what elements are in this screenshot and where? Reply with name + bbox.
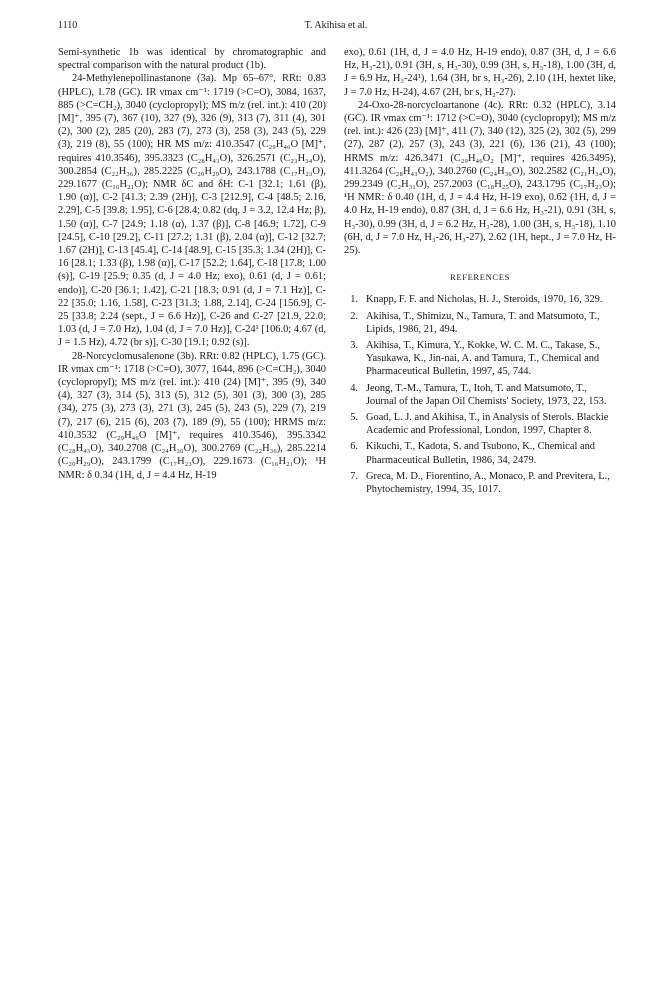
page-header (58, 20, 614, 34)
reference-item (344, 411, 616, 437)
reference-text: Knapp, F. F. and Nicholas, H. J., Steroids, 1970, 16, 329. (366, 294, 603, 306)
reference-text: Akihisa, T., Shimizu, N., Tamura, T. and Matsumoto, T., Lipids, 1986, 21, 494. (366, 310, 600, 335)
reference-text: Kikuchi, T., Kadota, S. and Tsubono, K., Chemical and Pharmaceutical Bulletin, 1986, 34, 2479. (366, 441, 595, 466)
reference-item (344, 382, 616, 408)
reference-text: Akihisa, T., Kimura, Y., Kokke, W. C. M. C., Takase, S., Yasukawa, K., Jin-nai, A. and Tamura, T., Chemical and Pharmaceutical Bulletin, 1997, 45, 744. (366, 340, 600, 378)
paragraph: 24-Methylenepollinastanone (3a). Mp 65–67°, RRt: 0.83 (HPLC), 1.78 (GC). IR νmax cm⁻¹: 1719 (>C=O), 3084, 1637, 885 (>C=CH₂), 3040 (cyclopropyl); MS m/z (rel. int.): 410 (20) [M]⁺, 395 (7), 367 (10), 327 (9), 326 (9), 313 (7), 311 (4), 301 (2), 300 (2), 285 (20), 283 (7), 273 (3), 258 (3), 243 (5), 229 (3), 219 (8), 55 (100); HR MS m/z: 410.3547 (C₂₉H₄₆O [M]⁺, requires 410.3546), 395.3323 (C₂₈H₄₃O), 326.2571 (C₂₃H₃₄O), 300.2854 (C₂₂H₃₆), 285.2225 (C₂₀H₂₉O), 243.1788 (C₁₇H₂₃O), 229.1677 (C₁₆H₂₁O); NMR δC and δH: C-1 [32.1; 1.61 (β), 1.90 (α)], C-2 [41.3; 2.39 (2H)], C-3 [212.9], C-4 [48.5; 2.16, 2.29], C-5 [39.8; 1.95], C-6 [28.4; 0.82 (dq, J = 3.2, 12.4 Hz; β), 1.50 (α)], C-7 [24.9; 1.18 (α), 1.37 (β)], C-8 [46.9; 1.72], C-9 [24.5], C-10 [29.2], C-11 [27.2; 1.31 (β), 2.04 (α)], C-12 [32.7; 1.67 (2H)], C-13 [45.4], C-14 [48.9], C-15 [35.3; 1.34 (2H)], C-16 [28.1; 1.33 (β), 1.98 (α)], C-17 [52.2; 1.64], C-18 [17.8; 1.00 (s)], C-19 [25.9; 0.35 (d, J = 4.0 Hz; exo), 0.61 (d, J = 0.61; endo)], C-20 [36.1; 1.42], C-21 [18.3; 0.91 (d, J = 7.1 Hz)], C-22 [35.0; 1.16, 1.58], C-23 [31.3; 1.88, 2.14], C-24 [156.9], C-25 [33.8; 2.24 (sept., J = 6.6 Hz)], C-26 and C-27 [21.9, 22.0; 1.03 (d, J = 7.0 Hz), 1.04 (d, J = 7.0 Hz)], C-24¹ [106.0; 4.67 (d, J = 1.5 Hz), 4.72 (br s)], C-30 [19.1; 0.92 (s)]. (58, 73, 326, 349)
paragraph: exo), 0.61 (1H, d, J = 4.0 Hz, H-19 endo), 0.87 (3H, d, J = 6.6 Hz, H₃-21), 0.91 (3H, s, H₃-30), 0.99 (3H, s, H₃-18), 1.00 (3H, d, J = 6.9 Hz, H₃-24¹), 1.64 (3H, br s, H₃-26), 2.10 (1H, hextet like, J = 7.0 Hz, H-24), 4.67 (2H, br s, H₂-27). (344, 47, 616, 98)
reference-item (344, 339, 616, 379)
reference-number: 5. (350, 412, 358, 424)
reference-text: Greca, M. D., Fiorentino, A., Monaco, P. and Previtera, L., Phytochemistry, 1994, 35, 1017. (366, 470, 610, 496)
reference-text: Goad, L. J. and Akihisa, T., in Analysis of Sterols. Blackie Academic and Professional, London, 1997, Chapter 8. (366, 412, 609, 437)
reference-number: 6. (350, 441, 358, 453)
page-number: 1110 (58, 20, 78, 31)
reference-number: 3. (350, 340, 358, 352)
reference-number: 2. (350, 310, 358, 322)
reference-text: Jeong, T.-M., Tamura, T., Itoh, T. and Matsumoto, T., Journal of the Japan Oil Chemists' Society, 1973, 22, 153. (366, 382, 607, 407)
reference-number: 7. (350, 470, 358, 482)
references-heading: REFERENCES (450, 272, 510, 283)
reference-number: 4. (350, 382, 358, 394)
right-column (344, 46, 616, 499)
paragraph: Semi-synthetic 1b was identical by chromatographic and spectral comparison with the natural product (1b). (58, 47, 326, 72)
paragraph: 24-Oxo-28-norcycloartanone (4c). RRt: 0.32 (HPLC), 3.14 (GC). IR νmax cm⁻¹: 1712 (>C=O), 3040 (cyclopropyl); MS m/z (rel. int.): 426 (23) [M]⁺, 411 (7), 340 (12), 325 (2), 302 (5), 299 (27), 287 (2), 257 (3), 243 (3), 221 (6), 136 (21), 43 (100); HRMS m/z: 426.3471 (C₂₉H₄₆O₂ [M]⁺, requires 426.3495), 411.3264 (C₂₈H₄₃O₂), 340.2760 (C₂₄H₃₆O), 302.2582 (C₂₁H₃₄O), 299.2349 (C₂H₃₁O), 257.2003 (C₁₈H₂₅O), 243.1795 (C₁₇H₂₃O); ¹H NMR: δ 0.40 (1H, d, J = 4.4 Hz, H-19 exo), 0.62 (1H, d, J = 4.0 Hz, H-19 endo), 0.87 (3H, d, J = 6.6 Hz, H₃-21), 0.91 (3H, s, H₃-30), 0.99 (3H, d, J = 6.2 Hz, H₃-28), 1.00 (3H, s, H₃-18), 1.10 (6H, d, J = 7.0 Hz, H₃-26, H₃-27), 2.62 (1H, hept., J = 7.0 Hz, H-25). (344, 99, 616, 257)
reference-list (344, 293, 616, 496)
reference-item (344, 470, 616, 496)
reference-number: 1. (350, 294, 358, 306)
paragraph: 28-Norcyclomusalenone (3b). RRt: 0.82 (HPLC), 1.75 (GC). IR νmax cm⁻¹: 1718 (>C=O), 3077, 1644, 896 (>C=CH₂), 3040 (cyclopropyl); MS m/z (rel. int.): 410 (24) [M]⁺, 395 (9), 340 (4), 327 (3), 314 (5), 313 (5), 312 (5), 301 (3), 300 (3), 285 (34), 275 (3), 273 (3), 271 (3), 245 (5), 243 (5), 229 (7), 219 (7), 217 (6), 215 (6), 203 (7), 189 (9), 55 (100); HRMS m/z: 410.3532 (C₂₉H₄₆O [M]⁺, requires 410.3546), 395.3342 (C₂₈H₄₃O), 340.2708 (C₂₄H₃₆O), 300.2769 (C₂₂H₃₆), 285.2214 (C₂₀H₂₉O), 243.1799 (C₁₇H₂₃O), 229.1673 (C₁₆H₂₁O); ¹H NMR: δ 0.34 (1H, d, J = 4.4 Hz, H-19 (58, 350, 326, 481)
reference-item (344, 440, 616, 466)
left-column (58, 46, 326, 482)
reference-item (344, 310, 616, 336)
reference-item (344, 293, 616, 306)
running-title: T. Akihisa et al. (304, 20, 368, 31)
